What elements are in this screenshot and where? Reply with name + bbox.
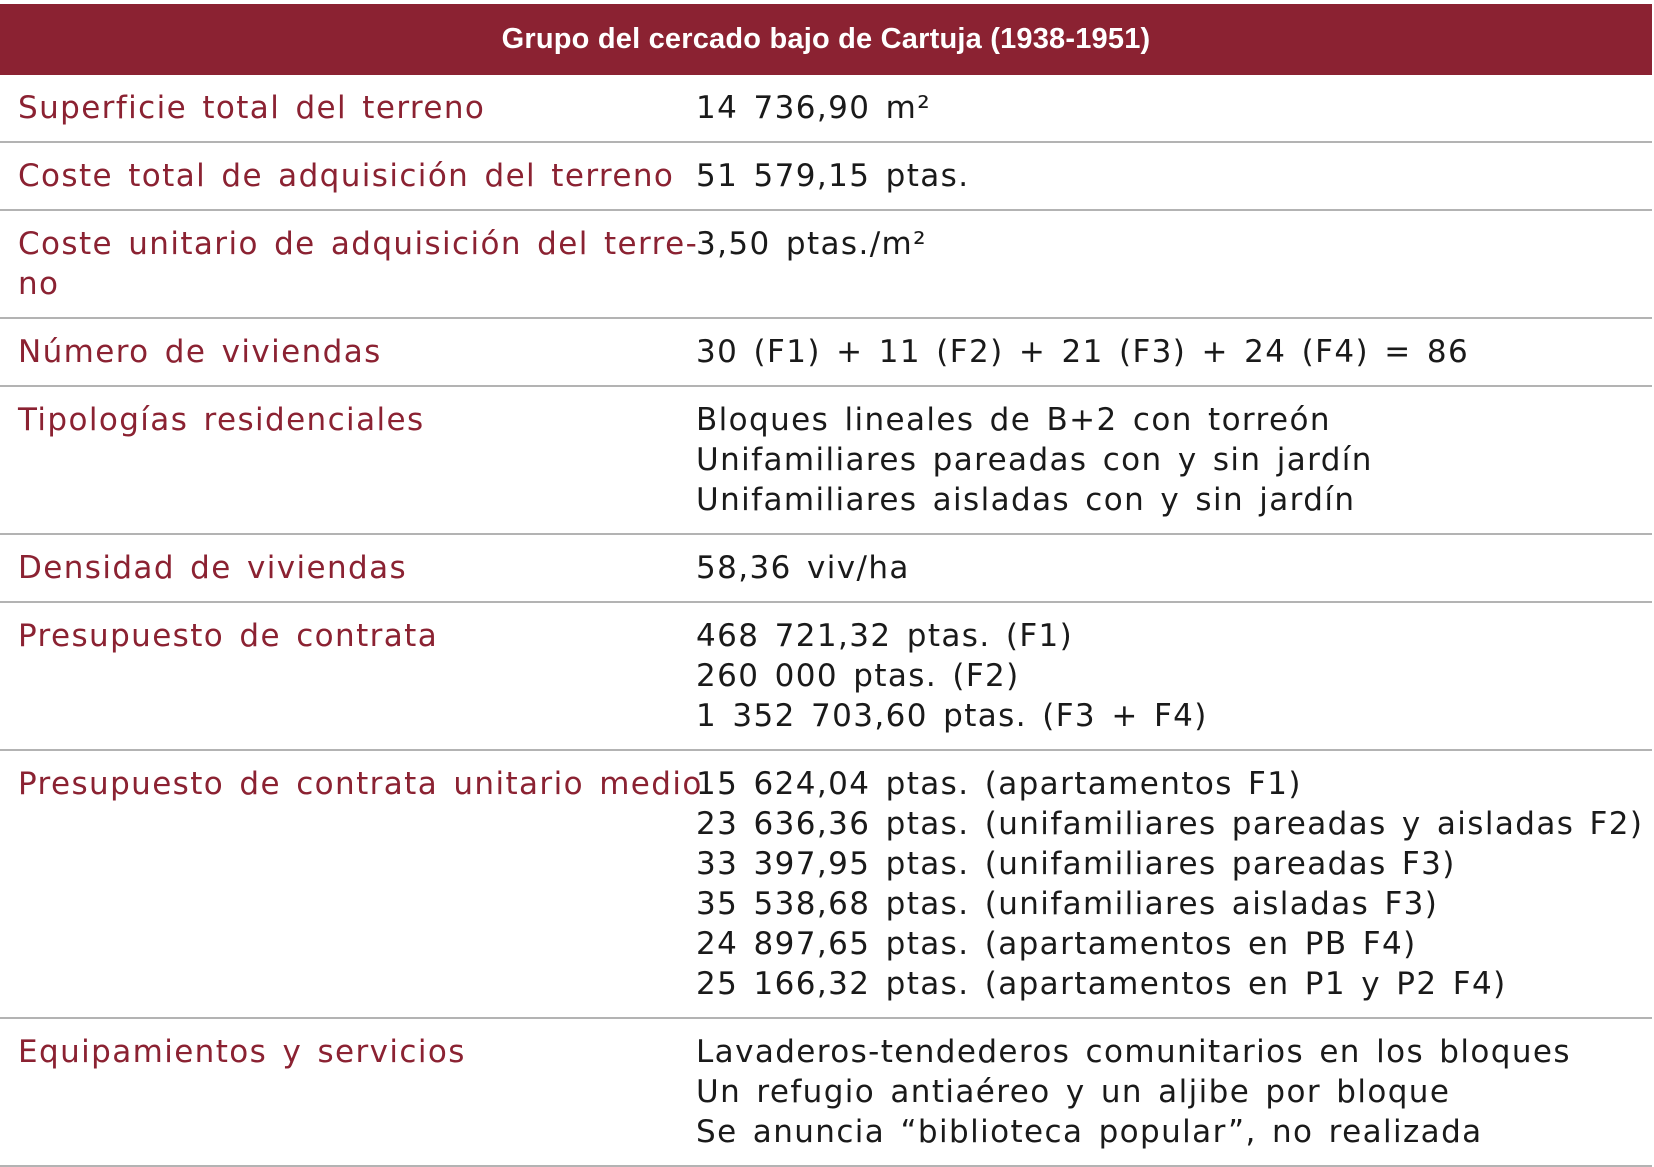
row-value-line: 23 636,36 ptas. (unifamiliares pareadas y aisladas F2) — [696, 806, 1644, 842]
row-value-line: 3,50 ptas./m² — [696, 226, 927, 262]
row-label-line: no — [18, 266, 60, 302]
table-row — [0, 535, 1652, 603]
row-values — [696, 156, 1652, 196]
row-value-line: 14 736,90 m² — [696, 90, 932, 126]
row-value-line: Lavaderos-tendederos comunitarios en los bloques — [696, 1034, 1571, 1070]
table-row — [0, 211, 1652, 319]
row-label — [0, 1032, 696, 1152]
row-label — [0, 332, 696, 372]
row-values — [696, 400, 1652, 520]
row-label-line: Superficie total del terreno — [18, 90, 486, 126]
row-label — [0, 156, 696, 196]
data-table — [0, 4, 1652, 1167]
row-value-line: 25 166,32 ptas. (apartamentos en P1 y P2 F4) — [696, 966, 1507, 1002]
row-label-line: Tipologías residenciales — [18, 402, 425, 438]
row-value-line: Se anuncia “biblioteca popular”, no realizada — [696, 1114, 1483, 1150]
row-label-line: Densidad de viviendas — [18, 550, 408, 586]
table-title: Grupo del cercado bajo de Cartuja (1938-1951) — [0, 4, 1652, 75]
table-row — [0, 751, 1652, 1019]
table-row — [0, 603, 1652, 751]
row-value-line: Unifamiliares aisladas con y sin jardín — [696, 482, 1356, 518]
row-label — [0, 616, 696, 736]
row-value-line: 260 000 ptas. (F2) — [696, 658, 1020, 694]
row-values — [696, 548, 1652, 588]
row-label — [0, 764, 703, 1004]
table-row — [0, 1019, 1652, 1167]
row-label — [0, 548, 696, 588]
row-label-line: Número de viviendas — [18, 334, 382, 370]
row-label-line: Presupuesto de contrata unitario medio — [18, 766, 703, 802]
table-row — [0, 75, 1652, 143]
row-label — [0, 224, 699, 304]
table-row — [0, 319, 1652, 387]
row-value-line: 15 624,04 ptas. (apartamentos F1) — [696, 766, 1302, 802]
row-value-line: 24 897,65 ptas. (apartamentos en PB F4) — [696, 926, 1417, 962]
row-values — [696, 224, 1652, 304]
row-value-line: 1 352 703,60 ptas. (F3 + F4) — [696, 698, 1208, 734]
row-value-line: Bloques lineales de B+2 con torreón — [696, 402, 1331, 438]
row-values — [696, 1032, 1652, 1152]
row-value-line: 33 397,95 ptas. (unifamiliares pareadas F3) — [696, 846, 1456, 882]
row-value-line: 30 (F1) + 11 (F2) + 21 (F3) + 24 (F4) = 86 — [696, 334, 1470, 370]
row-label-line: Coste unitario de adquisición del terre- — [18, 226, 699, 262]
table-body — [0, 75, 1652, 1167]
row-values — [696, 764, 1652, 1004]
row-label-line: Coste total de adquisición del terreno — [18, 158, 675, 194]
row-label — [0, 88, 696, 128]
table-row — [0, 387, 1652, 535]
row-value-line: Un refugio antiaéreo y un aljibe por bloque — [696, 1074, 1451, 1110]
row-label — [0, 400, 696, 520]
row-values — [696, 332, 1652, 372]
row-label-line: Presupuesto de contrata — [18, 618, 439, 654]
row-values — [696, 88, 1652, 128]
row-value-line: 468 721,32 ptas. (F1) — [696, 618, 1074, 654]
row-value-line: 35 538,68 ptas. (unifamiliares aisladas F3) — [696, 886, 1439, 922]
row-value-line: 58,36 viv/ha — [696, 550, 910, 586]
row-values — [696, 616, 1652, 736]
table-row — [0, 143, 1652, 211]
row-value-line: Unifamiliares pareadas con y sin jardín — [696, 442, 1373, 478]
row-label-line: Equipamientos y servicios — [18, 1034, 466, 1070]
row-value-line: 51 579,15 ptas. — [696, 158, 970, 194]
